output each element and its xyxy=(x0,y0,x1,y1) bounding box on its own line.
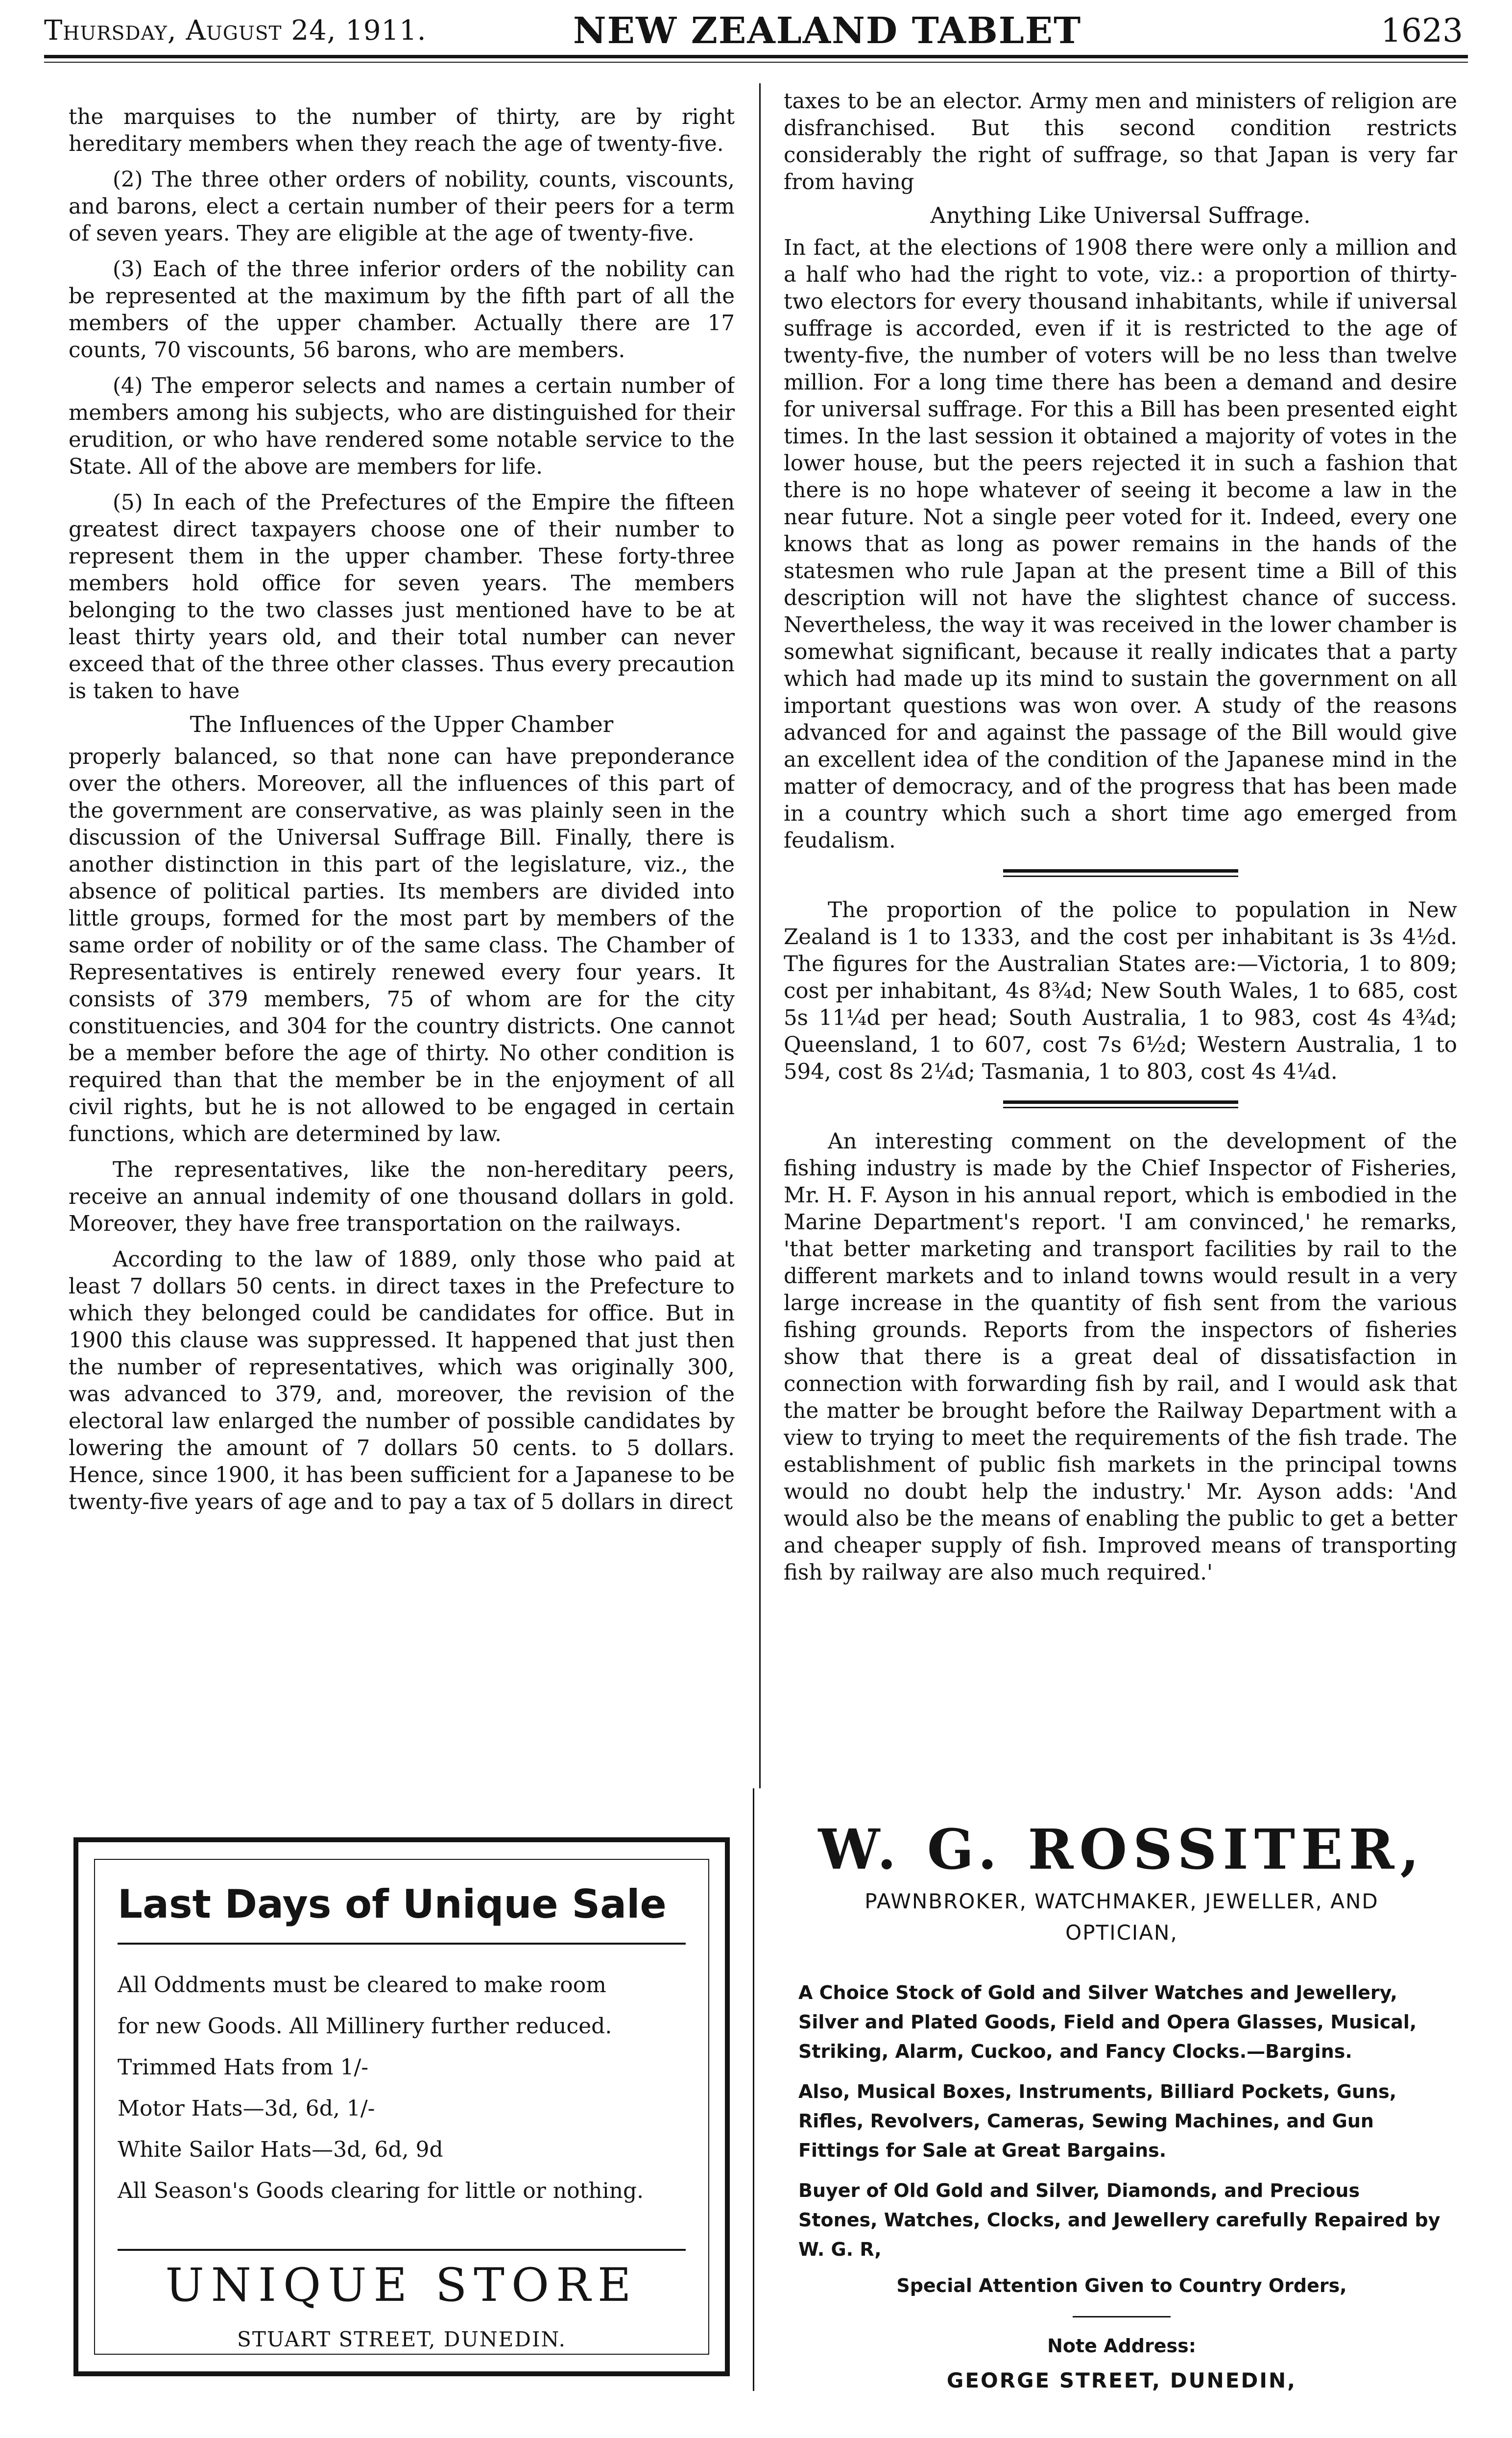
paragraph: the marquises to the number of thirty, are by right hereditary members when they reach the age of twenty-five. xyxy=(69,105,735,156)
business-name: W. G. ROSSITER, xyxy=(818,1818,1425,1882)
column-divider xyxy=(759,83,761,1788)
issue-date: Thursday, August 24, 1911. xyxy=(44,15,427,47)
note-address-label: Note Address: xyxy=(1047,2335,1196,2357)
page-header xyxy=(44,0,1468,59)
paragraph: properly balanced, so that none can have preponderance over the others. Moreover, all the influences of this part of the government are conservative, as was plainly seen in the discussion of the Universal Suffrage Bill. Finally, there is another distinction in this part of the legislature, viz., the absence of political parties. Its members are divided into little groups, formed for the most part by members of the same order of nobility or of the same class. The Chamber of Representatives is entirely renewed every four years. It consists of 379 members, 75 of whom are for the city constituencies, and 304 for the country districts. One cannot be a member before the age of thirty. No other condition is required than that the member be in the enjoyment of all civil rights, but he is not allowed to be engaged in certain functions, which are determined by law. xyxy=(69,745,735,1146)
ad-separator xyxy=(1073,2316,1171,2317)
ad-line: All Oddments must be cleared to make room xyxy=(118,1973,606,1998)
ad-line: Motor Hats—3d, 6d, 1/- xyxy=(118,2096,375,2121)
rossiter-advertisement xyxy=(779,1813,1464,2411)
page-number: 1623 xyxy=(1381,12,1463,49)
ad-rule xyxy=(118,2249,686,2251)
store-address: STUART STREET, DUNEDIN. xyxy=(237,2327,566,2351)
left-column xyxy=(69,104,735,1760)
paragraph: The proportion of the police to population in New Zealand is 1 to 1333, and the cost per inhabitant is 3s 4½d. The figures for the Australian States are:—Victoria, 1 to 809; cost per inhabitant, 4s 8¾d; New South Wales, 1 to 685, cost 5s 11¼d per head; South Australia, 1 to 983, cost 4s 4¾d; Queensland, 1 to 607, cost 7s 6½d; Western Australia, 1 to 594, cost 8s 2¼d; Tasmania, 1 to 803, cost 4s 4¼d. xyxy=(784,898,1457,1084)
special-attention: Special Attention Given to Country Orders, xyxy=(896,2275,1347,2296)
paragraph: An interesting comment on the development of the fishing industry is made by the Chief Inspector of Fisheries, Mr. H. F. Ayson in his annual report, which is embodied in the Marine Department's report. 'I am convinced,' he remarks, 'that better marketing and transport facilities by rail to the different markets and to inland towns would result in a very large increase in the quantity of fish sent from the various fishing grounds. Reports from the inspectors of fisheries show that there is a great deal of dissatisfaction in connection with forwarding fish by rail, and I would ask that the matter be brought before the Railway Department with a view to trying to meet the requirements of the fish trade. The establishment of public fish markets in the principal towns would no doubt help the industry.' Mr. Ayson adds: 'And would also be the means of enabling the public to get a better and cheaper supply of fish. Improved means of transporting fish by railway are also much required.' xyxy=(784,1129,1457,1585)
store-name: UNIQUE STORE xyxy=(165,2259,638,2312)
ad-paragraph: A Choice Stock of Gold and Silver Watches and Jewellery, Silver and Plated Goods, Field and Opera Glasses, Musical, Striking, Alarm, Cuckoo, and Fancy Clocks.—Bargins. xyxy=(798,1982,1417,2062)
ad-paragraph: Also, Musical Boxes, Instruments, Billiard Pockets, Guns, Rifles, Revolvers, Cameras, Sewing Machines, and Gun Fittings for Sale at Great Bargains. xyxy=(798,2081,1397,2161)
ad-headline: Last Days of Unique Sale xyxy=(118,1881,667,1927)
paragraph: According to the law of 1889, only those who paid at least 7 dollars 50 cents. in direct taxes in the Prefecture to which they belonged could be candidates for office. But in 1900 this clause was suppressed. It happened that just then the number of representatives, which was originally 300, was advanced to 379, and, moreover, the revision of the electoral law enlarged the number of possible candidates by lowering the amount of 7 dollars 50 cents. to 5 dollars. Hence, since 1900, it has been sufficient for a Japanese to be twenty-five years of age and to pay a tax of 5 dollars in direct xyxy=(69,1247,735,1514)
subheading: Anything Like Universal Suffrage. xyxy=(930,202,1311,228)
header-rule xyxy=(44,55,1468,58)
business-trade xyxy=(779,1886,1464,1949)
ad-divider xyxy=(753,1788,754,2391)
paragraph: In fact, at the elections of 1908 there were only a million and a half who had the right to vote, viz.: a proportion of thirty-two electors for every thousand inhabitants, while if universal suffrage is accorded, even if it is restricted to the age of twenty-five, the number of voters will be no less than twelve million. For a long time there has been a demand and desire for universal suffrage. For this a Bill has been presented eight times. In the last session it obtained a majority of votes in the lower house, but the peers rejected it in such a fashion that there is no hope whatever of seeing it become a law in the near future. Not a single peer voted for it. Indeed, every one knows that as long as power remains in the hands of the statesmen who rule Japan at the present time a Bill of this description will not have the slightest chance of success. Nevertheless, the way it was received in the lower chamber is somewhat significant, because it really indicates that a party which had made up its mind to sustain the government on all important questions was won over. A study of the reasons advanced for and against the passage of the Bill would give an excellent idea of the condition of the Japanese mind in the matter of democracy, and of the progress that has been made in a country which such a short time ago emerged from feudalism. xyxy=(784,236,1457,853)
subheading: The Influences of the Upper Chamber xyxy=(190,711,614,737)
paragraph: (4) The emperor selects and names a certain number of members among his subjects, who are distinguished for their erudition, or who have rendered some notable service to the State. All of the above are members for life. xyxy=(69,374,735,479)
trade-line: PAWNBROKER, WATCHMAKER, JEWELLER, AND xyxy=(864,1889,1379,1913)
ad-body xyxy=(798,1978,1445,2264)
business-address: GEORGE STREET, DUNEDIN, xyxy=(946,2368,1297,2392)
paragraph: (3) Each of the three inferior orders of the nobility can be represented at the maximum by the fifth part of all the members of the upper chamber. Actually there are 17 counts, 70 viscounts, 56 barons, who are members. xyxy=(69,257,735,363)
masthead-title: NEW ZEALAND TABLET xyxy=(573,10,1082,52)
paragraph: The representatives, like the non-hereditary peers, receive an annual indemity of one thousand dollars in gold. Moreover, they have free transportation on the railways. xyxy=(69,1158,735,1236)
ad-line: Trimmed Hats from 1/- xyxy=(118,2055,369,2080)
right-column xyxy=(784,88,1457,1764)
ad-lines xyxy=(118,1965,686,2212)
unique-store-advertisement xyxy=(73,1837,730,2376)
ad-paragraph: Buyer of Old Gold and Silver, Diamonds, and Precious Stones, Watches, Clocks, and Jewellery carefully Repaired by W. G. R, xyxy=(798,2180,1440,2260)
section-separator xyxy=(1003,1100,1238,1104)
ad-line: White Sailor Hats—3d, 6d, 9d xyxy=(118,2137,443,2162)
ad-rule xyxy=(118,1943,686,1945)
trade-line: OPTICIAN, xyxy=(1065,1921,1178,1945)
ad-line: for new Goods. All Millinery further reduced. xyxy=(118,2014,612,2039)
paragraph: (2) The three other orders of nobility, counts, viscounts, and barons, elect a certain number of their peers for a term of seven years. They are eligible at the age of twenty-five. xyxy=(69,168,735,246)
paragraph: (5) In each of the Prefectures of the Empire the fifteen greatest direct taxpayers choose one of their number to represent them in the upper chamber. These forty-three members hold office for seven years. The members belonging to the two classes just mentioned have to be at least thirty years old, and their total number can never exceed that of the three other classes. Thus every precaution is taken to have xyxy=(69,490,735,704)
paragraph: taxes to be an elector. Army men and ministers of religion are disfranchised. But this second condition restricts considerably the right of suffrage, so that Japan is very far from having xyxy=(784,89,1457,195)
section-separator xyxy=(1003,869,1238,873)
ad-line: All Season's Goods clearing for little or nothing. xyxy=(118,2178,644,2203)
header-rule-thin xyxy=(44,62,1468,63)
